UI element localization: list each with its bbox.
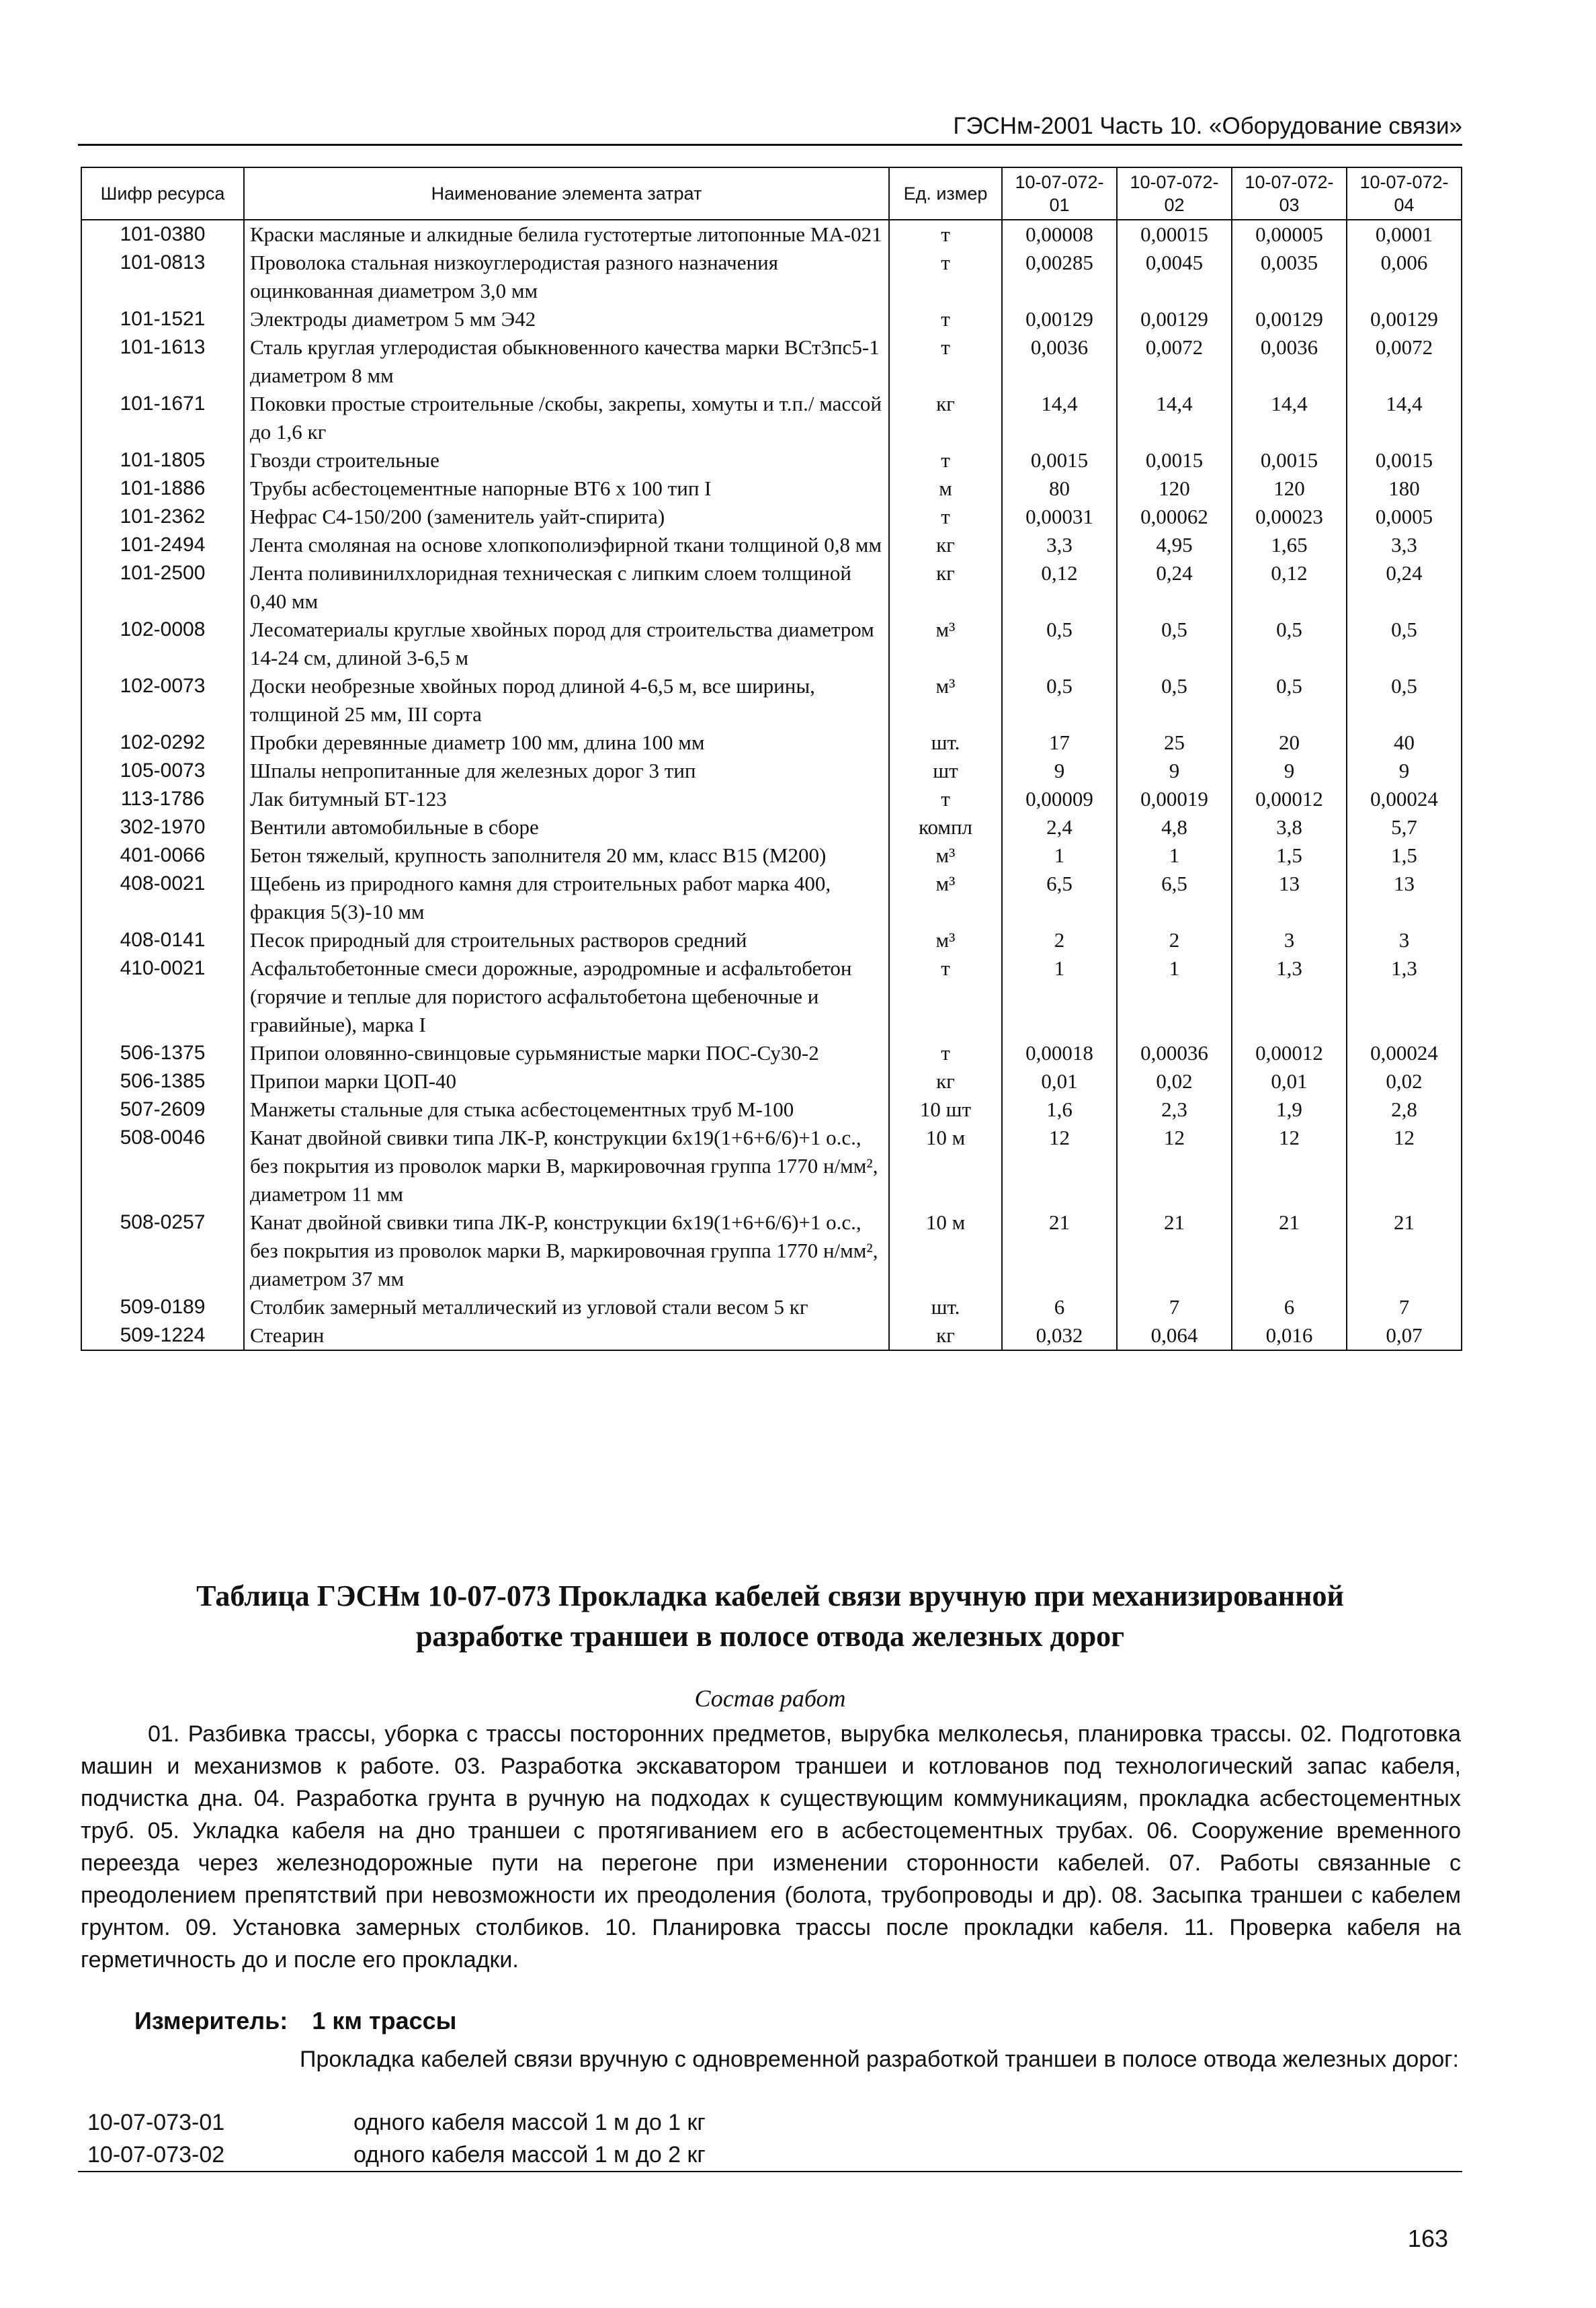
cell-unit: т — [889, 220, 1002, 249]
cell-code: 101-2494 — [81, 531, 244, 559]
table-title-line-1: Таблица ГЭСНм 10-07-073 Прокладка кабелей связи вручную при механизированной — [196, 1579, 1344, 1612]
measure-label: Измеритель: — [134, 2007, 288, 2034]
resources-table — [81, 167, 1462, 1351]
measure-value: 1 км трассы — [312, 2007, 457, 2034]
col-header-v4: 10-07-072-04 — [1347, 167, 1462, 220]
cell-value: 1 — [1002, 954, 1117, 1039]
cell-unit: шт. — [889, 729, 1002, 757]
table-row — [81, 305, 1462, 333]
col-header-unit: Ед. измер — [889, 167, 1002, 220]
items-rule — [78, 2171, 1462, 2172]
cell-value: 13 — [1347, 870, 1462, 926]
cell-value: 0,00129 — [1232, 305, 1347, 333]
cell-value: 7 — [1117, 1293, 1232, 1321]
cell-value: 4,95 — [1117, 531, 1232, 559]
cell-value: 0,016 — [1232, 1321, 1347, 1350]
table-row — [81, 446, 1462, 475]
cell-code: 101-0380 — [81, 220, 244, 249]
cell-value: 6,5 — [1117, 870, 1232, 926]
composition-heading: Состав работ — [694, 1685, 846, 1712]
cell-value: 3 — [1347, 926, 1462, 954]
table-row — [81, 1208, 1462, 1293]
col-header-v3: 10-07-072-03 — [1232, 167, 1347, 220]
cell-value: 2 — [1117, 926, 1232, 954]
cell-value: 0,24 — [1117, 559, 1232, 616]
cell-value: 3,8 — [1232, 813, 1347, 841]
cell-code: 302-1970 — [81, 813, 244, 841]
cell-unit: м³ — [889, 926, 1002, 954]
cell-unit: компл — [889, 813, 1002, 841]
cell-value: 1 — [1117, 841, 1232, 870]
cell-unit: кг — [889, 1321, 1002, 1350]
item-text: одного кабеля массой 1 м до 1 кг — [353, 2110, 706, 2135]
cell-name: Шпалы непропитанные для железных дорог 3 тип — [244, 757, 889, 785]
cell-code: 401-0066 — [81, 841, 244, 870]
cell-value: 0,00009 — [1002, 785, 1117, 813]
cell-value: 0,0001 — [1347, 220, 1462, 249]
table-row — [81, 813, 1462, 841]
cell-value: 1,3 — [1347, 954, 1462, 1039]
table-row — [81, 220, 1462, 249]
table-row — [81, 1293, 1462, 1321]
cell-name: Поковки простые строительные /скобы, закрепы, хомуты и т.п./ массой до 1,6 кг — [244, 390, 889, 446]
cell-unit: т — [889, 954, 1002, 1039]
cell-value: 9 — [1232, 757, 1347, 785]
cell-name: Асфальтобетонные смеси дорожные, аэродромные и асфальтобетон (горячие и теплые для пористого асфальтобетона щебеночные и гравийные), марка I — [244, 954, 889, 1039]
cell-value: 0,064 — [1117, 1321, 1232, 1350]
cell-value: 1 — [1002, 841, 1117, 870]
cell-value: 0,01 — [1232, 1067, 1347, 1096]
cell-name: Припои марки ЦОП-40 — [244, 1067, 889, 1096]
cell-code: 101-1671 — [81, 390, 244, 446]
items-description: Прокладка кабелей связи вручную с одновременной разработкой траншеи в полосе отвода железных дорог: — [300, 2047, 1459, 2072]
cell-unit: кг — [889, 559, 1002, 616]
cell-value: 9 — [1002, 757, 1117, 785]
cell-code: 506-1375 — [81, 1039, 244, 1067]
cell-value: 0,5 — [1347, 672, 1462, 729]
table-row — [81, 475, 1462, 503]
table-row — [81, 757, 1462, 785]
table-row — [81, 559, 1462, 616]
table-row — [81, 785, 1462, 813]
cell-value: 5,7 — [1347, 813, 1462, 841]
cell-name: Щебень из природного камня для строительных работ марка 400, фракция 5(3)-10 мм — [244, 870, 889, 926]
table-row — [81, 841, 1462, 870]
cell-value: 0,0036 — [1232, 333, 1347, 390]
cell-value: 0,032 — [1002, 1321, 1117, 1350]
cell-name: Столбик замерный металлический из угловой стали весом 5 кг — [244, 1293, 889, 1321]
cell-unit: т — [889, 333, 1002, 390]
cell-code: 102-0073 — [81, 672, 244, 729]
cell-value: 0,5 — [1347, 616, 1462, 672]
cell-value: 0,00062 — [1117, 503, 1232, 531]
cell-unit: м — [889, 475, 1002, 503]
cell-name: Бетон тяжелый, крупность заполнителя 20 мм, класс В15 (М200) — [244, 841, 889, 870]
cell-code: 101-2362 — [81, 503, 244, 531]
cell-name: Пробки деревянные диаметр 100 мм, длина 100 мм — [244, 729, 889, 757]
cell-value: 0,00031 — [1002, 503, 1117, 531]
cell-code: 102-0008 — [81, 616, 244, 672]
item-code: 10-07-073-01 — [87, 2110, 225, 2135]
item-code: 10-07-073-02 — [87, 2142, 225, 2168]
cell-value: 0,00023 — [1232, 503, 1347, 531]
cell-value: 0,00285 — [1002, 249, 1117, 305]
cell-value: 1,6 — [1002, 1096, 1117, 1124]
running-header: ГЭСНм-2001 Часть 10. «Оборудование связи» — [953, 113, 1462, 139]
cell-value: 1,3 — [1232, 954, 1347, 1039]
cell-value: 0,5 — [1002, 616, 1117, 672]
cell-value: 0,006 — [1347, 249, 1462, 305]
cell-value: 4,8 — [1117, 813, 1232, 841]
cell-code: 508-0257 — [81, 1208, 244, 1293]
cell-value: 0,00008 — [1002, 220, 1117, 249]
cell-name: Лента смоляная на основе хлопкополиэфирной ткани толщиной 0,8 мм — [244, 531, 889, 559]
table-row — [81, 672, 1462, 729]
cell-unit: м³ — [889, 870, 1002, 926]
cell-value: 0,0045 — [1117, 249, 1232, 305]
cell-value: 0,00005 — [1232, 220, 1347, 249]
cell-value: 0,0072 — [1117, 333, 1232, 390]
cell-value: 1,5 — [1232, 841, 1347, 870]
cell-value: 0,00018 — [1002, 1039, 1117, 1067]
cell-value: 0,5 — [1232, 616, 1347, 672]
cell-value: 0,24 — [1347, 559, 1462, 616]
cell-code: 101-1805 — [81, 446, 244, 475]
cell-value: 0,5 — [1117, 672, 1232, 729]
cell-unit: т — [889, 785, 1002, 813]
cell-value: 0,0015 — [1002, 446, 1117, 475]
table-row — [81, 1096, 1462, 1124]
cell-unit: м³ — [889, 616, 1002, 672]
cell-unit: т — [889, 503, 1002, 531]
cell-value: 0,0072 — [1347, 333, 1462, 390]
cell-value: 12 — [1232, 1124, 1347, 1208]
cell-value: 2,3 — [1117, 1096, 1232, 1124]
cell-value: 14,4 — [1002, 390, 1117, 446]
cell-value: 0,01 — [1002, 1067, 1117, 1096]
cell-name: Песок природный для строительных растворов средний — [244, 926, 889, 954]
cell-code: 113-1786 — [81, 785, 244, 813]
cell-unit: 10 м — [889, 1124, 1002, 1208]
cell-value: 0,00012 — [1232, 785, 1347, 813]
cell-name: Вентили автомобильные в сборе — [244, 813, 889, 841]
cell-value: 0,5 — [1232, 672, 1347, 729]
cell-value: 80 — [1002, 475, 1117, 503]
table-row — [81, 616, 1462, 672]
header-rule — [78, 144, 1462, 146]
cell-value: 0,5 — [1117, 616, 1232, 672]
cell-code: 506-1385 — [81, 1067, 244, 1096]
cell-value: 0,0035 — [1232, 249, 1347, 305]
table-header-row — [81, 167, 1462, 220]
cell-code: 509-1224 — [81, 1321, 244, 1350]
cell-value: 0,5 — [1002, 672, 1117, 729]
cell-value: 0,12 — [1232, 559, 1347, 616]
cell-value: 120 — [1117, 475, 1232, 503]
cell-unit: т — [889, 249, 1002, 305]
cell-unit: т — [889, 1039, 1002, 1067]
cell-code: 101-2500 — [81, 559, 244, 616]
col-header-code: Шифр ресурса — [81, 167, 244, 220]
cell-name: Лесоматериалы круглые хвойных пород для строительства диаметром 14-24 см, длиной 3-6,5 м — [244, 616, 889, 672]
cell-unit: м³ — [889, 672, 1002, 729]
list-item — [87, 2106, 1462, 2139]
cell-value: 1,65 — [1232, 531, 1347, 559]
cell-code: 408-0141 — [81, 926, 244, 954]
cell-code: 101-1613 — [81, 333, 244, 390]
cell-name: Припои оловянно-свинцовые сурьмянистые марки ПОС-Су30-2 — [244, 1039, 889, 1067]
cell-value: 0,00015 — [1117, 220, 1232, 249]
cell-name: Стеарин — [244, 1321, 889, 1350]
cell-code: 507-2609 — [81, 1096, 244, 1124]
col-header-v2: 10-07-072-02 — [1117, 167, 1232, 220]
cell-value: 21 — [1347, 1208, 1462, 1293]
cell-code: 105-0073 — [81, 757, 244, 785]
cell-value: 180 — [1347, 475, 1462, 503]
cell-name: Трубы асбестоцементные напорные ВТ6 х 100 тип I — [244, 475, 889, 503]
cell-code: 508-0046 — [81, 1124, 244, 1208]
cell-value: 0,00129 — [1347, 305, 1462, 333]
cell-value: 0,02 — [1117, 1067, 1232, 1096]
cell-value: 9 — [1347, 757, 1462, 785]
cell-name: Манжеты стальные для стыка асбестоцементных труб М-100 — [244, 1096, 889, 1124]
cell-value: 0,0036 — [1002, 333, 1117, 390]
cell-value: 3,3 — [1347, 531, 1462, 559]
table-row — [81, 954, 1462, 1039]
cell-name: Электроды диаметром 5 мм Э42 — [244, 305, 889, 333]
cell-value: 0,00036 — [1117, 1039, 1232, 1067]
composition-text: 01. Разбивка трассы, уборка с трассы посторонних предметов, вырубка мелколесья, планировка трассы. 02. Подготовка машин и механизмов к работе. 03. Разработка экскаватором траншеи и котлованов под технологический запас кабеля, подчистка дна. 04. Разработка грунта в ручную на подходах к существующим коммуникациям, прокладка асбестоцементных труб. 05. Укладка кабеля на дно траншеи с протягиванием его в асбестоцементных трубах. 06. Сооружение временного переезда через железнодорожные пути на перегоне при изменении сторонности кабелей. 07. Работы связанные с преодолением препятствий при невозможности их преодоления (болота, трубопроводы и др). 08. Засыпка траншеи с кабелем грунтом. 09. Установка замерных столбиков. 10. Планировка трассы после прокладки кабеля. 11. Проверка кабеля на герметичность до и после его прокладки. — [81, 1721, 1461, 1973]
cell-code: 102-0292 — [81, 729, 244, 757]
cell-value: 0,07 — [1347, 1321, 1462, 1350]
list-item — [87, 2139, 1462, 2171]
table-title-line-2: разработке траншеи в полосе отвода железных дорог — [415, 1620, 1125, 1653]
cell-unit: т — [889, 446, 1002, 475]
cell-value: 0,00024 — [1347, 1039, 1462, 1067]
cell-value: 0,00129 — [1117, 305, 1232, 333]
cell-value: 3 — [1232, 926, 1347, 954]
cell-value: 14,4 — [1117, 390, 1232, 446]
table-row — [81, 729, 1462, 757]
cell-value: 0,00129 — [1002, 305, 1117, 333]
cell-value: 2,4 — [1002, 813, 1117, 841]
cell-value: 13 — [1232, 870, 1347, 926]
cell-value: 40 — [1347, 729, 1462, 757]
table-row — [81, 926, 1462, 954]
cell-code: 101-1886 — [81, 475, 244, 503]
cell-value: 0,0015 — [1232, 446, 1347, 475]
col-header-v1: 10-07-072-01 — [1002, 167, 1117, 220]
cell-value: 12 — [1117, 1124, 1232, 1208]
cell-unit: м³ — [889, 841, 1002, 870]
cell-unit: кг — [889, 1067, 1002, 1096]
table-row — [81, 1067, 1462, 1096]
cell-name: Гвозди строительные — [244, 446, 889, 475]
cell-name: Лак битумный БТ-123 — [244, 785, 889, 813]
cell-unit: 10 м — [889, 1208, 1002, 1293]
cell-value: 0,0015 — [1117, 446, 1232, 475]
cell-code: 101-1521 — [81, 305, 244, 333]
cell-value: 0,00024 — [1347, 785, 1462, 813]
table-body — [81, 220, 1462, 1350]
cell-name: Нефрас С4-150/200 (заменитель уайт-спирита) — [244, 503, 889, 531]
table-row — [81, 1039, 1462, 1067]
cell-value: 120 — [1232, 475, 1347, 503]
cell-unit: шт — [889, 757, 1002, 785]
cell-name: Сталь круглая углеродистая обыкновенного качества марки ВСт3пс5-1 диаметром 8 мм — [244, 333, 889, 390]
table-row — [81, 390, 1462, 446]
cell-name: Канат двойной свивки типа ЛК-Р, конструкции 6х19(1+6+6/6)+1 о.с., без покрытия из проволок марки В, маркировочная группа 1770 н/мм², диаметром 11 мм — [244, 1124, 889, 1208]
cell-value: 21 — [1117, 1208, 1232, 1293]
cell-value: 14,4 — [1347, 390, 1462, 446]
cell-value: 12 — [1347, 1124, 1462, 1208]
table-row — [81, 1321, 1462, 1350]
cell-unit: 10 шт — [889, 1096, 1002, 1124]
cell-name: Доски необрезные хвойных пород длиной 4-6,5 м, все ширины, толщиной 25 мм, III сорта — [244, 672, 889, 729]
cell-value: 14,4 — [1232, 390, 1347, 446]
cell-name: Краски масляные и алкидные белила густотертые литопонные МА-021 — [244, 220, 889, 249]
page-number: 163 — [1407, 2225, 1448, 2252]
cell-value: 2 — [1002, 926, 1117, 954]
cell-value: 1,9 — [1232, 1096, 1347, 1124]
cell-value: 0,00012 — [1232, 1039, 1347, 1067]
table-row — [81, 333, 1462, 390]
cell-value: 9 — [1117, 757, 1232, 785]
cell-value: 25 — [1117, 729, 1232, 757]
cell-unit: кг — [889, 531, 1002, 559]
cell-value: 2,8 — [1347, 1096, 1462, 1124]
cell-value: 7 — [1347, 1293, 1462, 1321]
cell-value: 0,12 — [1002, 559, 1117, 616]
item-text: одного кабеля массой 1 м до 2 кг — [353, 2142, 706, 2168]
cell-value: 20 — [1232, 729, 1347, 757]
table-row — [81, 870, 1462, 926]
cell-value: 6 — [1232, 1293, 1347, 1321]
cell-value: 0,0015 — [1347, 446, 1462, 475]
cell-value: 21 — [1232, 1208, 1347, 1293]
cell-value: 6,5 — [1002, 870, 1117, 926]
cell-value: 21 — [1002, 1208, 1117, 1293]
cell-code: 509-0189 — [81, 1293, 244, 1321]
cell-value: 1,5 — [1347, 841, 1462, 870]
cell-name: Проволока стальная низкоуглеродистая разного назначения оцинкованная диаметром 3,0 мм — [244, 249, 889, 305]
table-row — [81, 249, 1462, 305]
cell-code: 410-0021 — [81, 954, 244, 1039]
cell-code: 408-0021 — [81, 870, 244, 926]
table-row — [81, 531, 1462, 559]
cell-value: 0,0005 — [1347, 503, 1462, 531]
cell-value: 12 — [1002, 1124, 1117, 1208]
cell-code: 101-0813 — [81, 249, 244, 305]
items-list — [87, 2106, 1462, 2172]
cell-value: 6 — [1002, 1293, 1117, 1321]
cell-value: 0,00019 — [1117, 785, 1232, 813]
cell-name: Канат двойной свивки типа ЛК-Р, конструкции 6х19(1+6+6/6)+1 о.с., без покрытия из проволок марки В, маркировочная группа 1770 н/мм², диаметром 37 мм — [244, 1208, 889, 1293]
cell-unit: кг — [889, 390, 1002, 446]
cell-unit: шт. — [889, 1293, 1002, 1321]
cell-name: Лента поливинилхлоридная техническая с липким слоем толщиной 0,40 мм — [244, 559, 889, 616]
cell-unit: т — [889, 305, 1002, 333]
measure-line — [134, 2007, 456, 2035]
cell-value: 3,3 — [1002, 531, 1117, 559]
table-row — [81, 1124, 1462, 1208]
cell-value: 0,02 — [1347, 1067, 1462, 1096]
table-row — [81, 503, 1462, 531]
col-header-name: Наименование элемента затрат — [244, 167, 889, 220]
cell-value: 1 — [1117, 954, 1232, 1039]
table-title — [78, 1576, 1462, 1657]
cell-value: 17 — [1002, 729, 1117, 757]
